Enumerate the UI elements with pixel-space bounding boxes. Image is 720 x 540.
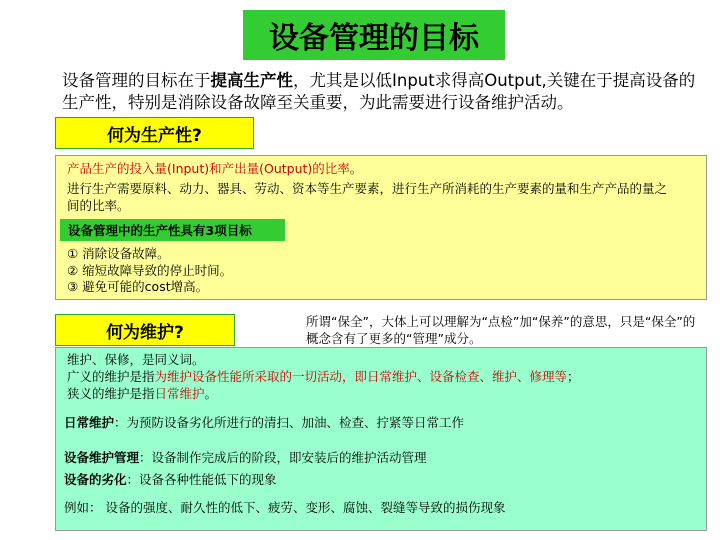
intro-text-2: ，尤其是以低Input求得高Output,关键在于提高设备的生产性，特别是消除设备故障至关重要，为此需要进行设备维护活动。 [62,71,696,112]
mgmt-text: ：设备制作完成后的阶段，即安装后的维护活动管理 [139,450,427,465]
narrow-pre: 狭义的维护是指 [67,386,155,401]
definition-end: 。 [349,161,363,176]
narrow-red: 日常维护 [154,386,205,401]
maintenance-management [64,450,427,466]
maintenance-narrow [67,386,217,402]
goals-banner: 设备管理中的生产性具有3项目标 [60,219,285,241]
degradation-example: 例如： 设备的强度、耐久性的低下、疲劳、变形、腐蚀、裂缝等导致的损伤现象 [64,500,506,515]
productivity-heading: 何为生产性? [55,117,254,149]
goal-item: ② 缩短故障导致的停止时间。 [67,262,233,278]
daily-text: ：为预防设备劣化所进行的清扫、加油、检查、拧紧等日常工作 [114,415,465,430]
intro-text-1: 设备管理的目标在于 [62,71,211,90]
maintenance-heading: 何为维护? [55,314,235,346]
broad-end: ； [567,369,580,384]
daily-label: 日常维护 [64,415,115,430]
definition-red: 产品生产的投入量(Input)和产出量(Output)的比率 [67,161,350,176]
broad-pre: 广义的维护是指 [67,369,155,384]
deg-text: ：设备各种性能低下的现象 [126,472,277,487]
broad-red: 为维护设备性能所采取的一切活动，即日常维护、设备检查、维护、修理等 [154,369,568,384]
maintenance-synonym: 维护、保修，是同义词。 [67,352,205,367]
maintenance-broad [67,369,580,385]
goal-item: ③ 避免可能的cost增高。 [67,279,209,294]
narrow-end: 。 [204,386,218,401]
equipment-degradation [64,472,277,488]
page-title: 设备管理的目标 [243,10,505,60]
productivity-box [55,155,707,300]
productivity-description: 进行生产需要原料、动力、器具、劳动、资本等生产要素，进行生产所消耗的生产要素的量和生产产品的量之间的比率。 [67,181,668,213]
maintenance-note: 所谓“保全”，大体上可以理解为“点检”加“保养”的意思，只是“保全”的概念含有了更多的“管理”成分。 [306,314,696,346]
goals-list [67,246,232,296]
mgmt-label: 设备维护管理 [64,450,140,465]
intro-bold: 提高生产性 [210,71,293,90]
maintenance-box [55,347,707,531]
intro-paragraph [62,70,702,114]
deg-label: 设备的劣化 [64,472,127,487]
goal-item: ① 消除设备故障。 [67,246,170,261]
daily-maintenance [64,415,464,431]
productivity-definition [67,159,362,177]
